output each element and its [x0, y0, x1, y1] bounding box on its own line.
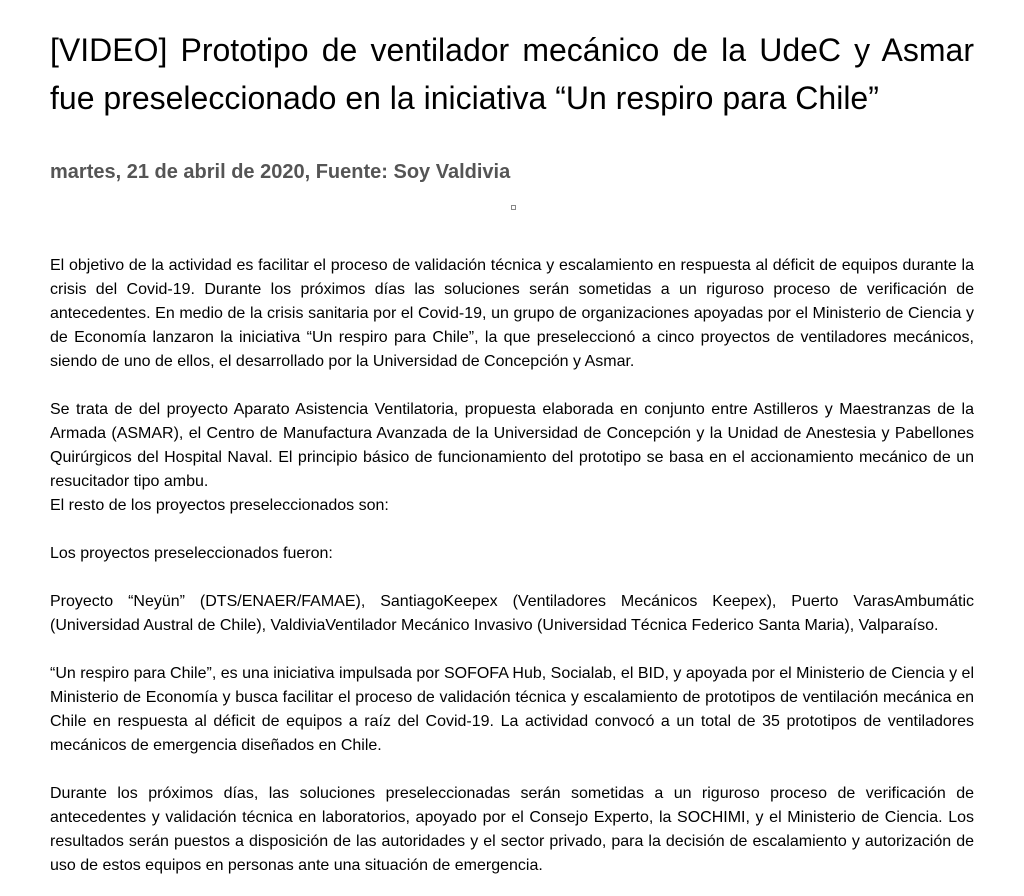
paragraph-next-steps: Durante los próximos días, las soluciones preseleccionadas serán sometidas a un riguroso proceso de verificación de antecedentes y validación técnica en laboratorios, apoyado por el Consejo Experto, la SOCHIMI, y el Ministerio de Ciencia. Los resultados serán puestos a disposición de las autoridades y el sector privado, para la decisión de escalamiento y autorización de uso de estos equipos en personas ante una situación de emergencia.	[50, 785, 974, 874]
paragraph-project-list: Proyecto “Neyün” (DTS/ENAER/FAMAE), SantiagoKeepex (Ventiladores Mecánicos Keepex), Puerto VarasAmbumátic (Universidad Austral de Chile), ValdiviaVentilador Mecánico Invasivo (Universidad Técnica Federico Santa Maria), Valparaíso.	[50, 593, 974, 634]
paragraph-initiative: “Un respiro para Chile”, es una iniciativa impulsada por SOFOFA Hub, Socialab, el BID, y apoyada por el Ministerio de Ciencia y el Ministerio de Economía y busca facilitar el proceso de validación técnica y escalamiento de prototipos de ventilación mecánica en Chile en respuesta al déficit de equipos a raíz del Covid-19. La actividad convocó a un total de 35 prototipos de ventiladores mecánicos de emergencia diseñados en Chile.	[50, 665, 974, 754]
broken-image-icon	[511, 205, 516, 210]
article-body	[50, 254, 974, 878]
paragraph-project: Se trata de del proyecto Aparato Asistencia Ventilatoria, propuesta elaborada en conjunto entre Astilleros y Maestranzas de la Armada (ASMAR), el Centro de Manufactura Avanzada de la Universidad de Concepción y la Unidad de Anestesia y Pabellones Quirúrgicos del Hospital Naval. El principio básico de funcionamiento del prototipo se basa en el accionamiento mecánico de un resucitador tipo ambu.	[50, 401, 974, 490]
paragraph-preselected-heading: Los proyectos preseleccionados fueron:	[50, 545, 333, 562]
article-title: [VIDEO] Prototipo de ventilador mecánico de la UdeC y Asmar fue preseleccionado en la iniciativa “Un respiro para Chile”	[50, 32, 974, 116]
paragraph-intro: El objetivo de la actividad es facilitar el proceso de validación técnica y escalamiento en respuesta al déficit de equipos durante la crisis del Covid-19. Durante los próximos días las soluciones serán sometidas a un riguroso proceso de verificación de antecedentes. En medio de la crisis sanitaria por el Covid-19, un grupo de organizaciones apoyadas por el Ministerio de Ciencia y de Economía lanzaron la iniciativa “Un respiro para Chile”, la que preseleccionó a cinco proyectos de ventiladores mecánicos, siendo de uno de ellos, el desarrollado por la Universidad de Concepción y Asmar.	[50, 257, 974, 370]
article-image	[50, 184, 974, 254]
paragraph-rest-intro: El resto de los proyectos preseleccionados son:	[50, 497, 389, 514]
article	[50, 0, 974, 878]
article-dateline: martes, 21 de abril de 2020, Fuente: Soy Valdivia	[50, 161, 511, 183]
